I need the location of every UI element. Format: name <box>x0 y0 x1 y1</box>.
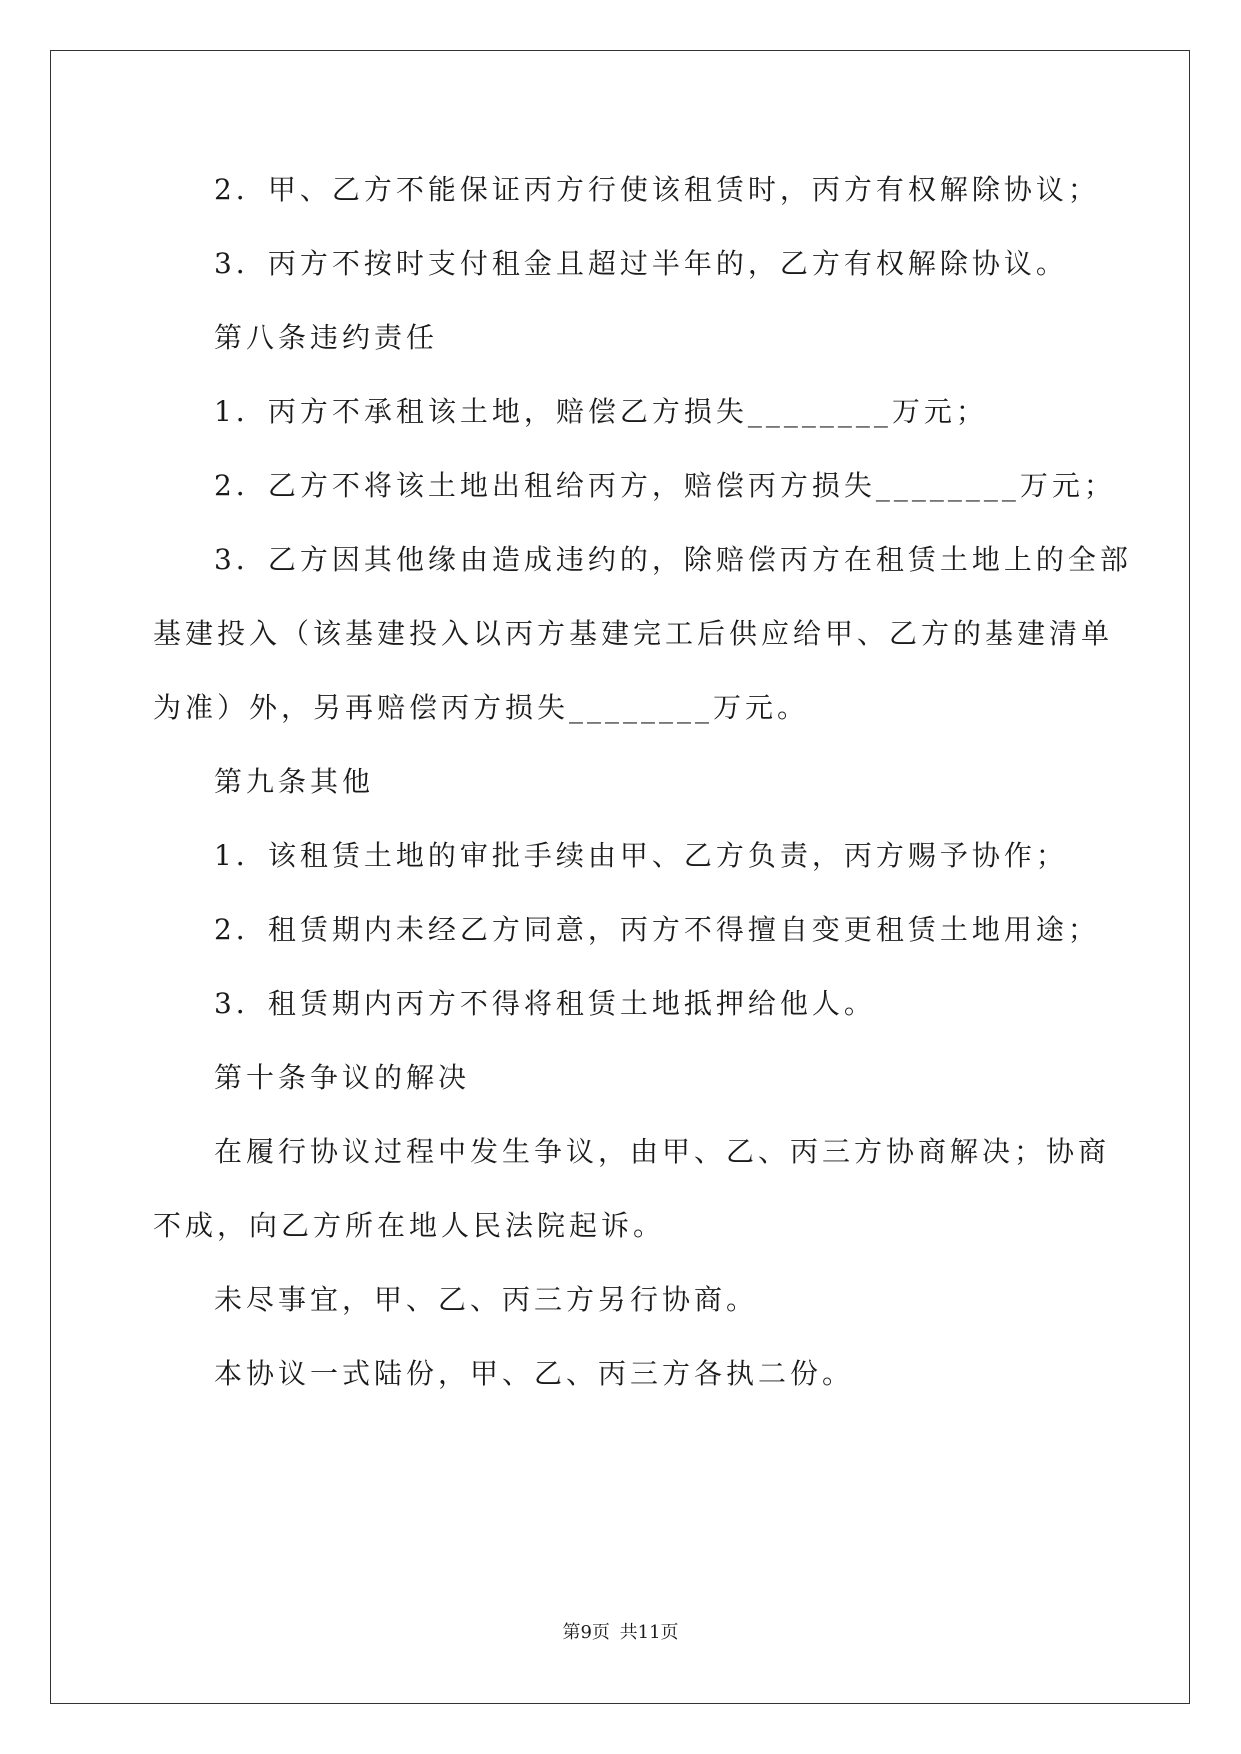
page-footer <box>0 1621 1241 1645</box>
clause-8-heading: 第八条违约责任 <box>214 321 439 354</box>
clause-8-item-3-line-1: 3．乙方因其他缘由造成违约的，除赔偿丙方在租赁土地上的全部 <box>214 543 1132 576</box>
page-total: 共11页 <box>619 1622 679 1643</box>
clause-9-heading: 第九条其他 <box>214 765 375 798</box>
clause-9-item-3: 3．租赁期内丙方不得将租赁土地抵押给他人。 <box>214 987 876 1020</box>
clause-9-item-1: 1．该租赁土地的审批手续由甲、乙方负责，丙方赐予协作； <box>214 839 1068 872</box>
page-number: 第9页 <box>562 1622 610 1643</box>
clause-10-body-line-2: 不成，向乙方所在地人民法院起诉。 <box>153 1209 666 1242</box>
page-border <box>50 50 1190 1704</box>
clause-9-item-2: 2．租赁期内未经乙方同意，丙方不得擅自变更租赁土地用途； <box>214 913 1100 946</box>
clause-8-item-2: 2．乙方不将该土地出租给丙方，赔偿丙方损失________万元； <box>214 469 1116 502</box>
clause-10-heading: 第十条争议的解决 <box>214 1061 471 1094</box>
remaining-matters: 未尽事宜，甲、乙、丙三方另行协商。 <box>214 1283 759 1316</box>
clause-7-item-2: 2．甲、乙方不能保证丙方行使该租赁时，丙方有权解除协议； <box>214 173 1100 206</box>
clause-8-item-1: 1．丙方不承租该土地，赔偿乙方损失________万元； <box>214 395 988 428</box>
copies-statement: 本协议一式陆份，甲、乙、丙三方各执二份。 <box>214 1357 855 1390</box>
clause-8-item-3-line-2: 基建投入（该基建投入以丙方基建完工后供应给甲、乙方的基建清单 <box>153 617 1114 650</box>
clause-10-body-line-1: 在履行协议过程中发生争议，由甲、乙、丙三方协商解决；协商 <box>214 1135 1111 1168</box>
clause-7-item-3: 3．丙方不按时支付租金且超过半年的，乙方有权解除协议。 <box>214 247 1068 280</box>
clause-8-item-3-line-3: 为准）外，另再赔偿丙方损失________万元。 <box>153 691 810 724</box>
